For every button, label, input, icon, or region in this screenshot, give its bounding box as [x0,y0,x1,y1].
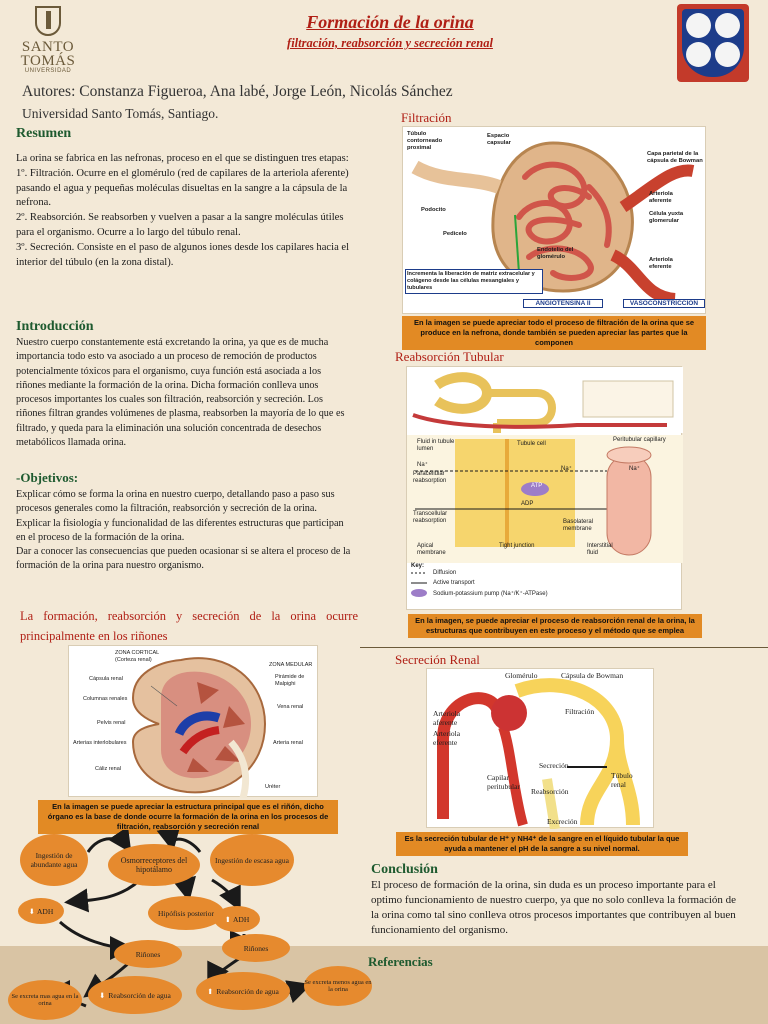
label-key: Key: [411,563,425,569]
label-na-1: Na⁺ [417,462,428,468]
label-basolateral: Basolateral membrane [563,519,594,532]
label-apical: Apical membrane [417,543,446,556]
kidney-caption: En la imagen se puede apreciar la estructura principal que es el riñón, dicho órgano es la base de donde ocurre la formación de la orina en los procesos de filtración, reabsorción y secreción renal [38,800,338,834]
label-capsula: Cápsula renal [89,676,123,682]
label-secrecion: Secreción [539,761,569,770]
label-paracellular: Paracellular reabsorption [413,471,447,484]
label-angiotensina: ANGIOTENSINA II [523,299,603,308]
filtracion-figure [402,126,706,314]
flow-adh-right-label: ADH [233,914,250,924]
label-sec-arteriola-af: Arteriola aferente [433,709,461,727]
objetivo-3: Dar a conocer las consecuencias que pueden ocasionar si se altera el proceso de la formación de la orina para nuestro organismo. [16,546,351,572]
label-interstitial: Interstitial fluid [587,543,613,556]
resumen-p1: La orina se fabrica en las nefronas, proceso en el que se distinguen tres etapas: [16,153,349,164]
label-medula: ZONA MEDULAR [269,662,313,668]
objetivo-1: Explicar cómo se forma la orina en nuestro cuerpo, detallando paso a paso sus procesos generales como la filtración, reabsorción y secreción de la orina. [16,489,335,515]
label-arterias: Arterias interlobulares [73,740,127,746]
label-tubulo: Túbulo contorneado proximal [407,131,443,151]
label-na-2: Na⁺ [561,466,572,472]
flow-reabs-left-label: Reabsorción de agua [108,990,171,1000]
conclusion-body: El proceso de formación de la orina, sin duda es un proceso importante para el optimo funcionamiento de nuestro cuerpo, ya que no solo conlleva la formación de la orina como tal sino conlleva otros procesos importantes que contribuyen al buen funcionamiento del organismo. [371,879,737,936]
reabsorcion-heading: Reabsorción Tubular [395,349,504,364]
flow-reabs-right [196,972,290,1010]
flow-adh-right [214,906,260,932]
page-title: Formación de la orina [306,12,474,32]
filtracion-caption: En la imagen se puede apreciar todo el proceso de filtración de la orina que se produce en la nefrona, donde también se pueden apreciar las partes que la componen [402,316,706,350]
flow-ingestion-abundante: Ingestión de abundante agua [20,834,88,886]
kidney-figure [68,645,318,797]
flow-adh-left [18,898,64,924]
divider [360,647,768,648]
label-adp: ADP [521,501,534,507]
label-piramide: Pirámide de Malpighi [275,674,305,687]
objetivos-list [16,488,351,574]
secrecion-figure [426,668,654,828]
up-arrow-icon: ⬆ [224,914,232,924]
label-columnas: Columnas renales [83,696,128,702]
label-pedicelo: Pedicelo [443,231,467,237]
down-arrow-icon: ⬇ [99,990,106,1000]
secrecion-caption: Es la secreción tubular de H⁺ y NH4⁺ de la sangre en el líquido tubular la que ayuda a mantener el pH de la sangre a su nivel normal. [396,832,688,856]
label-pelvis: Pelvis renal [97,720,126,726]
label-podocito: Podocito [421,207,446,213]
label-active: Active transport [433,580,475,586]
label-vasoconstriccion: VASOCONSTRICCIÓN [623,299,705,308]
resumen-p3: 2º. Reabsorción. Se reabsorben y vuelven a pasar a la sangre moléculas útiles para el organismo. Ocurre a lo largo del túbulo renal. [16,212,344,238]
filtracion-heading: Filtración [401,110,452,125]
authors: Autores: Constanza Figueroa, Ana labé, Jorge León, Nicolás Sánchez [22,83,453,100]
label-capa: Capa parietal de la cápsula de Bowman [647,151,703,164]
label-arteriola-ef: Arteriola eferente [649,257,673,270]
flow-excreta-mas: Se excreta mas agua en la orina [8,980,82,1020]
label-cortex: ZONA CORTICAL (Corteza renal) [115,650,160,663]
label-arteria: Arteria renal [273,740,303,746]
label-capilar: Capilar peritubular [487,773,520,791]
flow-rinones-right: Riñones [222,934,290,962]
label-atp: ATP [531,483,543,489]
label-peritubular: Peritubular capillary [613,437,666,443]
down-arrow-icon: ⬇ [28,906,36,916]
flow-reabs-right-label: Reabsorción de agua [216,986,279,996]
label-reabsorcion: Reabsorción [531,787,569,796]
objetivos-heading: -Objetivos: [16,470,79,485]
label-diffusion: Diffusion [433,570,457,576]
flow-reabs-left [88,976,182,1014]
label-capsula-bowman: Cápsula de Bowman [561,671,624,680]
label-na-3: Na⁺ [629,466,640,472]
flow-adh-left-label: ADH [37,906,54,916]
introduccion-body: Nuestro cuerpo constantemente está excretando la orina, ya que es de mucha importancia todo esto va asociado a un proceso de remoción de productos potencialmente tóxicos para el organismo, cuya función está asociada a los riñones mediante la formación de la orina. Dicha formación conlleva unos procesos importantes los cuales son filtración, reabsorción y secreción. Los riñones filtran grandes volúmenes de plasma, reabsorben la mayoría de lo que es filtrado, y queda para la eliminación una solución concentrada de desechos metabólicos llamada orina. [16,337,345,449]
label-glomerulo: Glomérulo [505,671,538,680]
reabsorcion-figure [406,366,682,610]
shield-icon [682,9,744,77]
label-sec-arteriola-ef: Arteriola eferente [433,729,461,747]
nephron-diagram [427,669,655,829]
logo-name-line1: SANTO [21,39,75,55]
label-vena: Vena renal [277,704,304,710]
label-arteriola-af: Arteriola aferente [649,191,673,204]
objetivo-2: Explicar la fisiología y funcionalidad de las diferentes estructuras que participan en el proceso de la formación de la orina. [16,517,344,543]
university-logo [18,6,78,74]
rinon-statement: La formación, reabsorción y secreción de la orina ocurre principalmente en los riñones [20,609,358,643]
label-tubule-cell: Tubule cell [517,441,546,447]
conclusion-heading: Conclusión [371,862,438,877]
label-celula: Célula yuxta glomerular [649,211,684,224]
secrecion-heading: Secreción Renal [395,652,480,667]
up-arrow-icon: ⬆ [207,986,214,996]
crest-icon [35,6,61,36]
resumen-p2: 1º. Filtración. Ocurre en el glomérulo (red de capilares de la arteriola aferente) pasando el agua y pequeñas moléculas disueltas en la sangre a la cápsula de la nefrona. [16,167,349,209]
flow-rinones-left: Riñones [114,940,182,968]
university-name: Universidad Santo Tomás, Santiago. [22,106,219,121]
label-espacio: Espacio capsular [487,133,511,146]
logo-sub: UNIVERSIDAD [24,68,72,74]
label-endotelio: Endotelio del glomérulo [537,247,574,260]
introduccion-heading: Introducción [16,319,94,334]
resumen-body [16,152,351,270]
label-ureter: Uréter [265,784,281,790]
label-caliz: Cáliz renal [95,766,121,772]
logo-name-line2: TOMÁS [20,53,76,69]
label-tight: Tight junction [499,543,535,549]
flow-hipofisis: Hipófisis posterior [148,896,224,930]
label-excrecion: Excreción [547,817,578,826]
label-pump: Sodium-potassium pump (Na⁺/K⁺-ATPase) [433,591,548,597]
resumen-heading: Resumen [16,126,72,141]
faculty-logo [677,4,749,82]
label-fluid: Fluid in tubule lumen [417,439,455,452]
flow-ingestion-escasa: Ingestión de escasa agua [210,834,294,886]
resumen-p4: 3º. Secreción. Consiste en el paso de algunos iones desde los capilares hacia el interior del túbulo (en la zona distal). [16,241,350,268]
label-transcellular: Transcellular reabsorption [413,511,448,524]
reabsorcion-caption: En la imagen, se puede apreciar el proceso de reabsorción renal de la orina, la estructuras que contribuyen en este proceso y el método que se emplea [408,614,702,638]
label-incrementa: Incrementa la liberación de matriz extracelular y colágeno desde las células mesangiales y tubulares [405,269,543,294]
label-filtracion: Filtración [565,707,595,716]
label-tubulo-renal: Túbulo renal [611,771,633,789]
referencias-heading: Referencias [368,954,433,969]
flow-osmorreceptores: Osmorreceptores del hipotálamo [108,844,200,886]
flow-excreta-menos: Se excreta menos agua en la orina [304,966,372,1006]
page-subtitle: filtración, reabsorción y secreción renal [287,36,493,50]
